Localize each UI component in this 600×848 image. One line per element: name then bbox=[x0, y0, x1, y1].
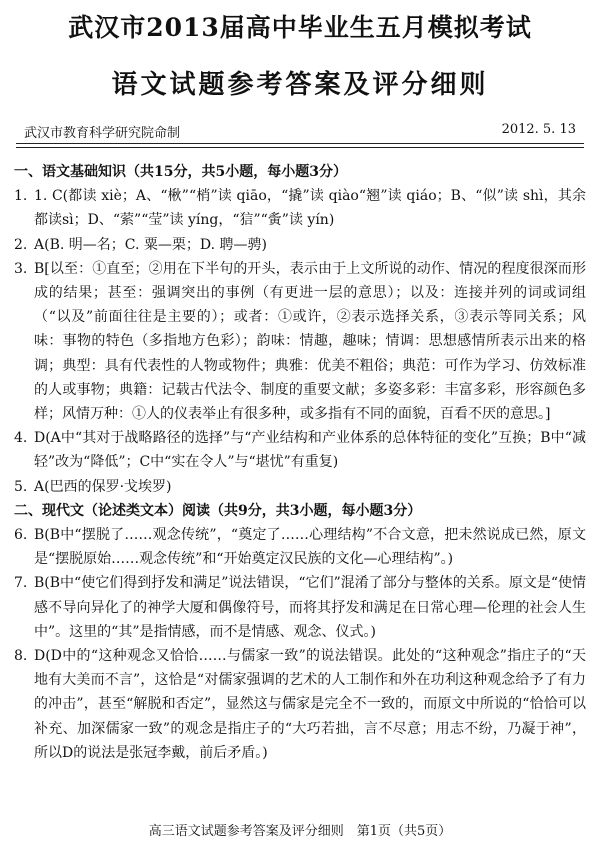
header-rule-thick bbox=[16, 143, 584, 144]
item-text: B(B中“使它们得到抒发和满足”说法错误，“它们”混淆了部分与整体的关系。原文是“使情感不导向异化了的神学大厦和偶像符号，而将其抒发和满足在日常心理—伦理的社会人生中”。这里的“其”是指情感，而不是情感、观念、仪式。) bbox=[34, 575, 586, 640]
meta-line bbox=[24, 122, 576, 141]
answer-item bbox=[14, 523, 586, 571]
document-subtitle: 语文试题参考答案及评分细则 bbox=[111, 70, 489, 100]
header-rule-thin bbox=[16, 147, 584, 148]
item-text: 1. C(都读 xiè；A、“楸”“梢”读 qiāo，“撬”读 qiào“翘”读 qiáo；B、“似”读 shì，其余都读sì；D、“萦”“莹”读 yíng，“狺”“夤”读 yín) bbox=[34, 188, 586, 229]
item-text: A(B. 明—名；C. 粟—栗；D. 聘—骋) bbox=[34, 236, 267, 253]
item-number: 8. bbox=[14, 648, 28, 665]
item-number: 2. bbox=[14, 236, 28, 253]
exam-title: 武汉市2013届高中毕业生五月模拟考试 bbox=[68, 13, 532, 42]
item-number: 7. bbox=[14, 575, 28, 592]
page-footer: 高三语文试题参考答案及评分细则 第1页（共5页） bbox=[148, 824, 452, 839]
answer-content bbox=[14, 160, 586, 765]
section-heading: 一、语文基础知识（共15分，共5小题，每小题3分） bbox=[14, 164, 347, 180]
item-number: 1. bbox=[14, 188, 28, 205]
answer-item bbox=[14, 257, 586, 426]
item-text: D(A中“其对于战略路径的选择”与“产业结构和产业体系的总体特征的变化”互换；B中“减轻”改为“降低”；C中“实在令人”与“堪忧”有重复) bbox=[34, 430, 586, 471]
item-text: D(D中的“这种观念又恰恰……与儒家一致”的说法错误。此处的“这种观念”指庄子的“天地有大美而不言”，这恰是“对儒家强调的艺术的人工制作和外在功利这种观念给予了有力的冲击”，甚至“解脱和否定”，显然这与儒家是完全不一致的，而原文中所说的“恰恰可以补充、加深儒家一致”的观念是指庄子的“大巧若拙，言不尽意；用志不纷，乃凝于神”，所以D的说法是张冠李戴，前后矛盾。) bbox=[34, 648, 586, 761]
item-number: 6. bbox=[14, 527, 28, 544]
item-number: 3. bbox=[14, 260, 28, 277]
item-text: B(B中“摆脱了……观念传统”，“奠定了……心理结构”不合文意，把未然说成已然，原文是“摆脱原始……观念传统”和“开始奠定汉民族的文化—心理结构”。) bbox=[34, 527, 586, 568]
item-text: A(巴西的保罗·戈埃罗) bbox=[34, 478, 172, 495]
answer-item bbox=[14, 426, 586, 474]
issuer-text: 武汉市教育科学研究院命制 bbox=[24, 126, 181, 141]
answer-item bbox=[14, 644, 586, 765]
item-text: B[以至：①直至；②用在下半句的开头，表示由于上文所说的动作、情况的程度很深而形成的结果；甚至：强调突出的事例（有更进一层的意思）；以及：连接并列的词或词组（“以及”前面往往是主要的）；或者：①或许，②表示选择关系，③表示等同关系；风味：事物的特色（多指地方色彩）；韵味：情趣，趣味；情调：思想感情所表示出来的格调；典型：具有代表性的人物或物件；典雅：优美不粗俗；典范：可作为学习、仿效标准的人或事物；典籍：记载古代法令、制度的重要文献；多姿多彩：丰富多彩，形容颜色多样；风情万种：①人的仪表举止有很多种，或多指有不同的面貌，百看不厌的意思。] bbox=[34, 260, 586, 423]
item-number: 4. bbox=[14, 430, 28, 447]
answer-item bbox=[14, 571, 586, 644]
date-text: 2012. 5. 13 bbox=[501, 122, 576, 137]
answer-item bbox=[14, 475, 586, 499]
section-heading: 二、现代文（论述类文本）阅读（共9分，共3小题，每小题3分） bbox=[14, 502, 422, 519]
answer-item bbox=[14, 233, 586, 257]
answer-item bbox=[14, 184, 586, 232]
item-number: 5. bbox=[14, 478, 28, 495]
